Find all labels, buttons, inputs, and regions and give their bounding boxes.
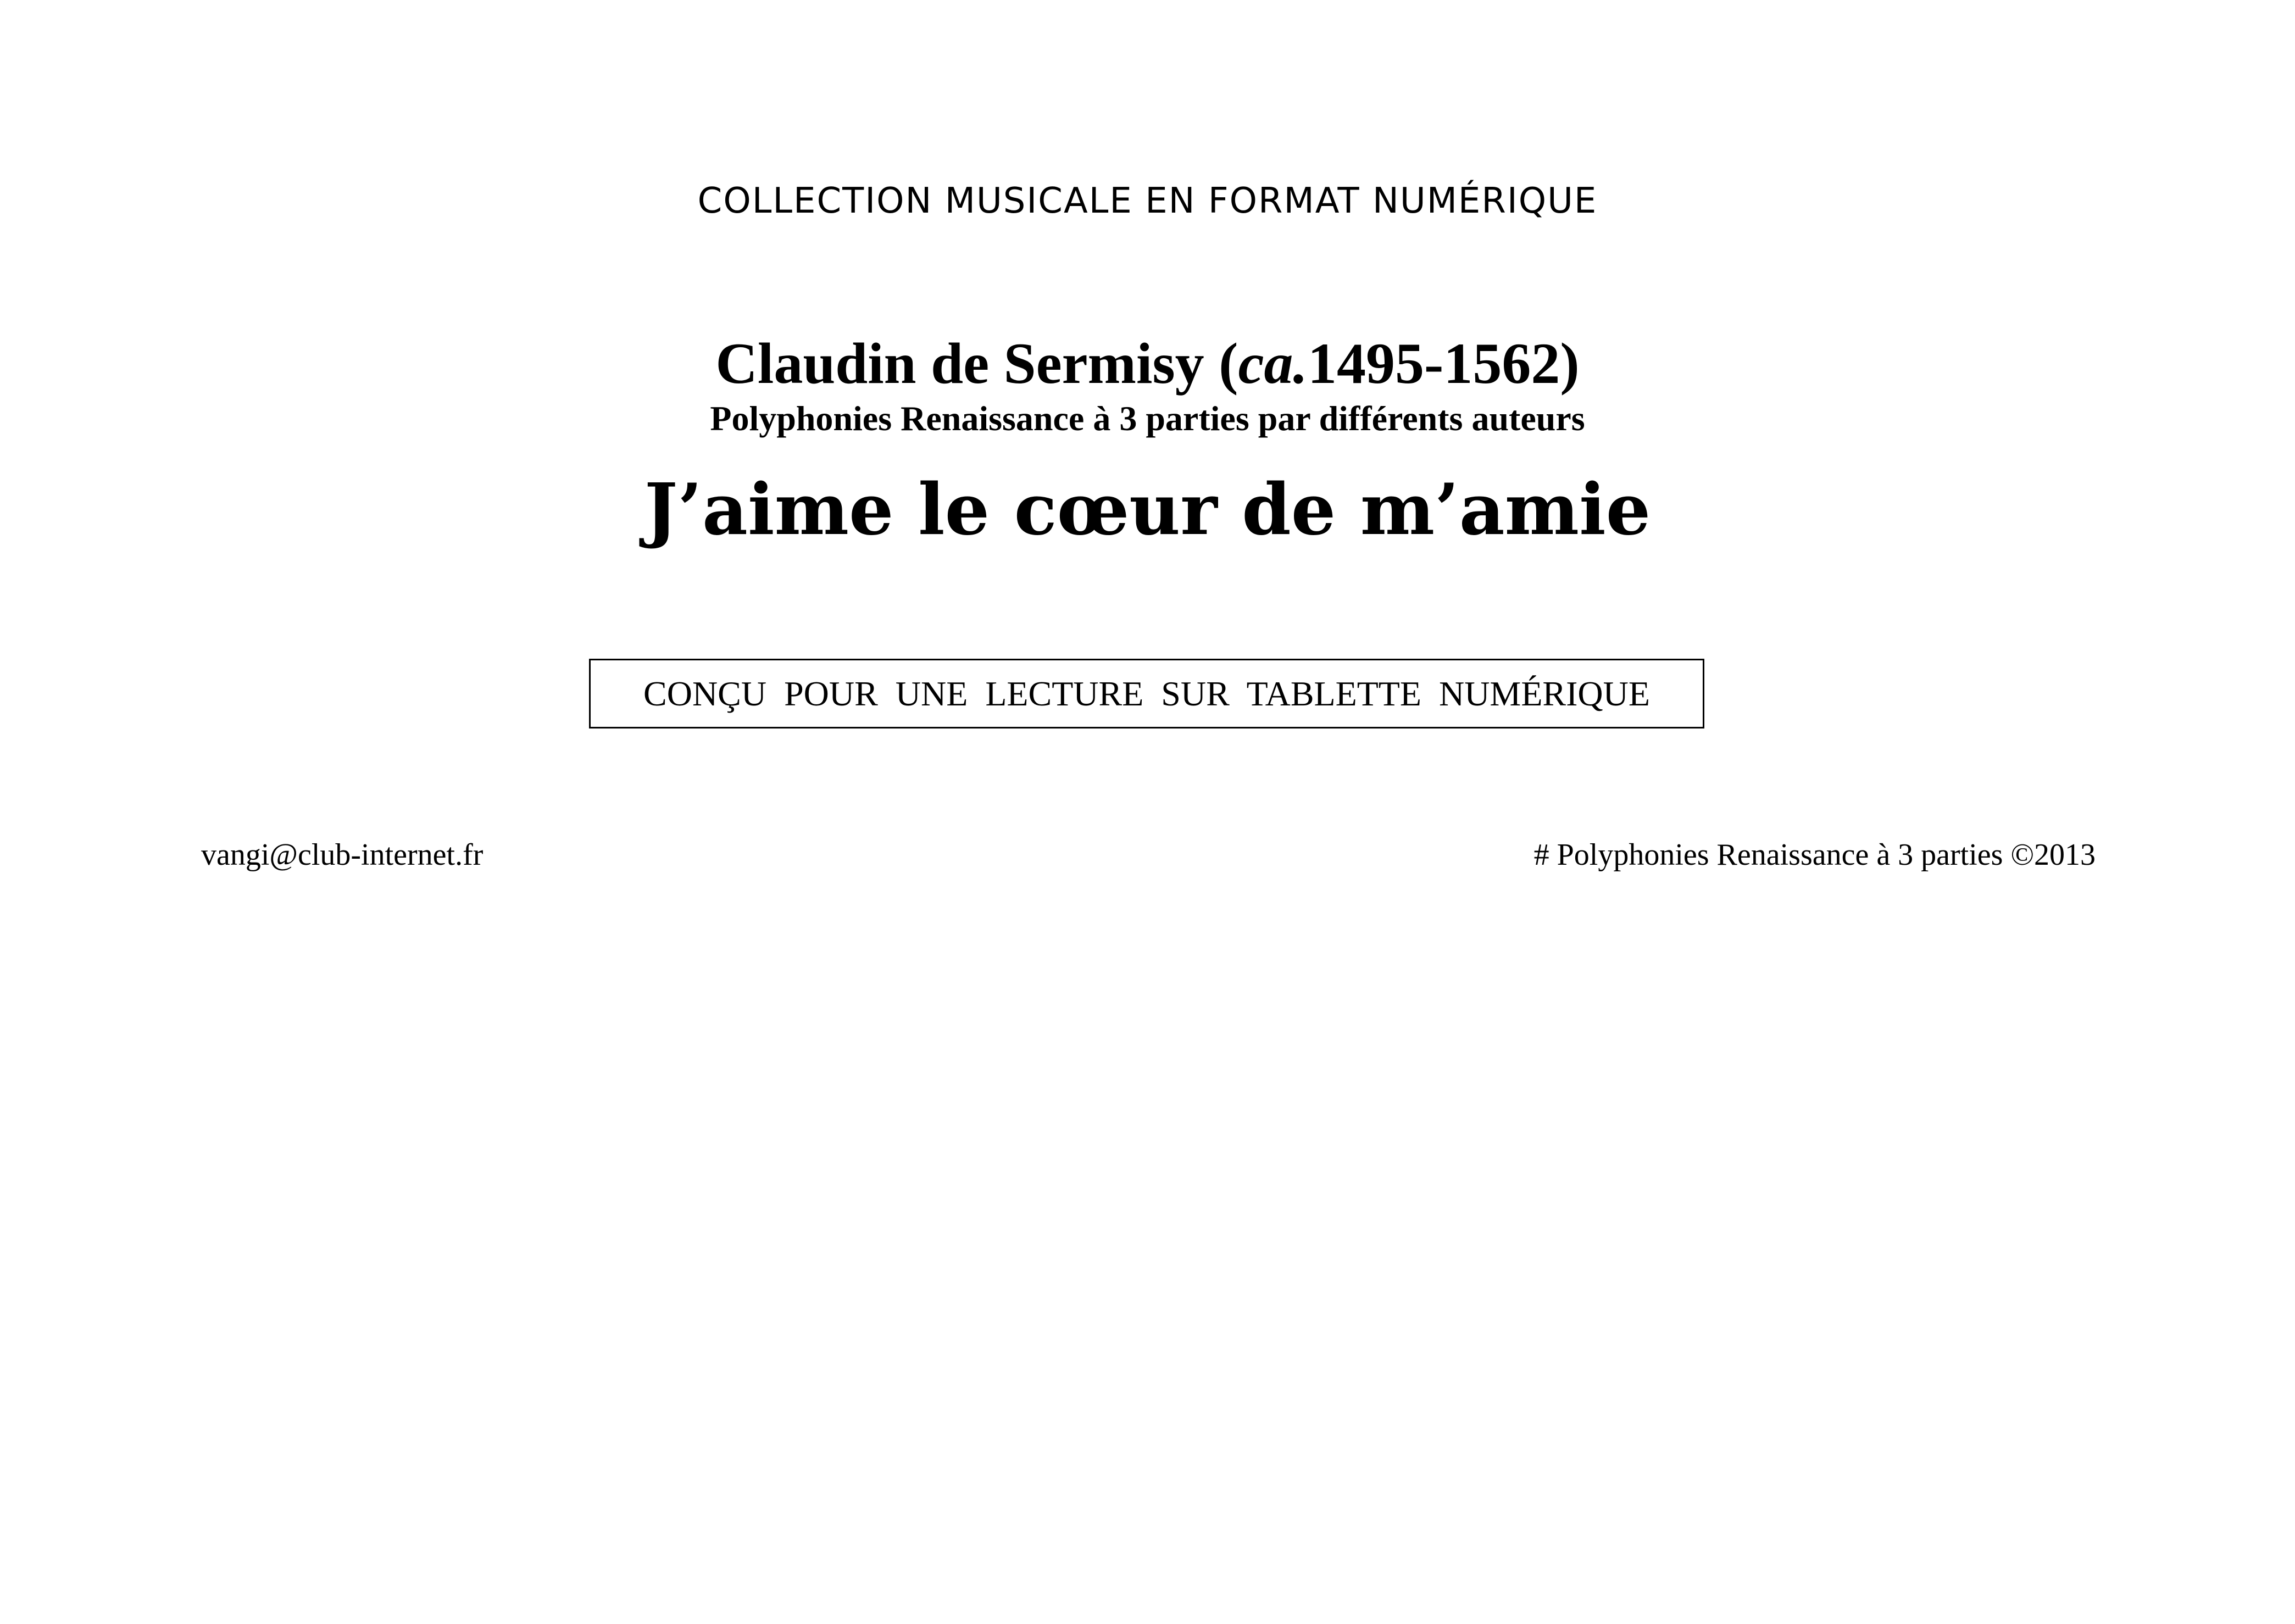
composer-line — [0, 329, 2295, 399]
tablet-notice-text: CONÇU POUR UNE LECTURE SUR TABLETTE NUMÉRIQUE — [643, 674, 1650, 713]
copyright-notice: # Polyphonies Renaissance à 3 parties ©2013 — [1533, 838, 2096, 872]
composer-name: Claudin de Sermisy ( — [715, 331, 1238, 396]
collection-heading: COLLECTION MUSICALE EN FORMAT NUMÉRIQUE — [697, 181, 1598, 221]
contact-email: vangi@club-internet.fr — [201, 838, 484, 872]
tablet-notice-box — [589, 659, 1704, 728]
piece-title: J’aime le cœur de m’amie — [644, 469, 1651, 551]
composer-dates: 1495-1562) — [1308, 331, 1580, 396]
composer-circa: ca. — [1238, 331, 1308, 396]
collection-subtitle: Polyphonies Renaissance à 3 parties par différents auteurs — [710, 399, 1585, 438]
